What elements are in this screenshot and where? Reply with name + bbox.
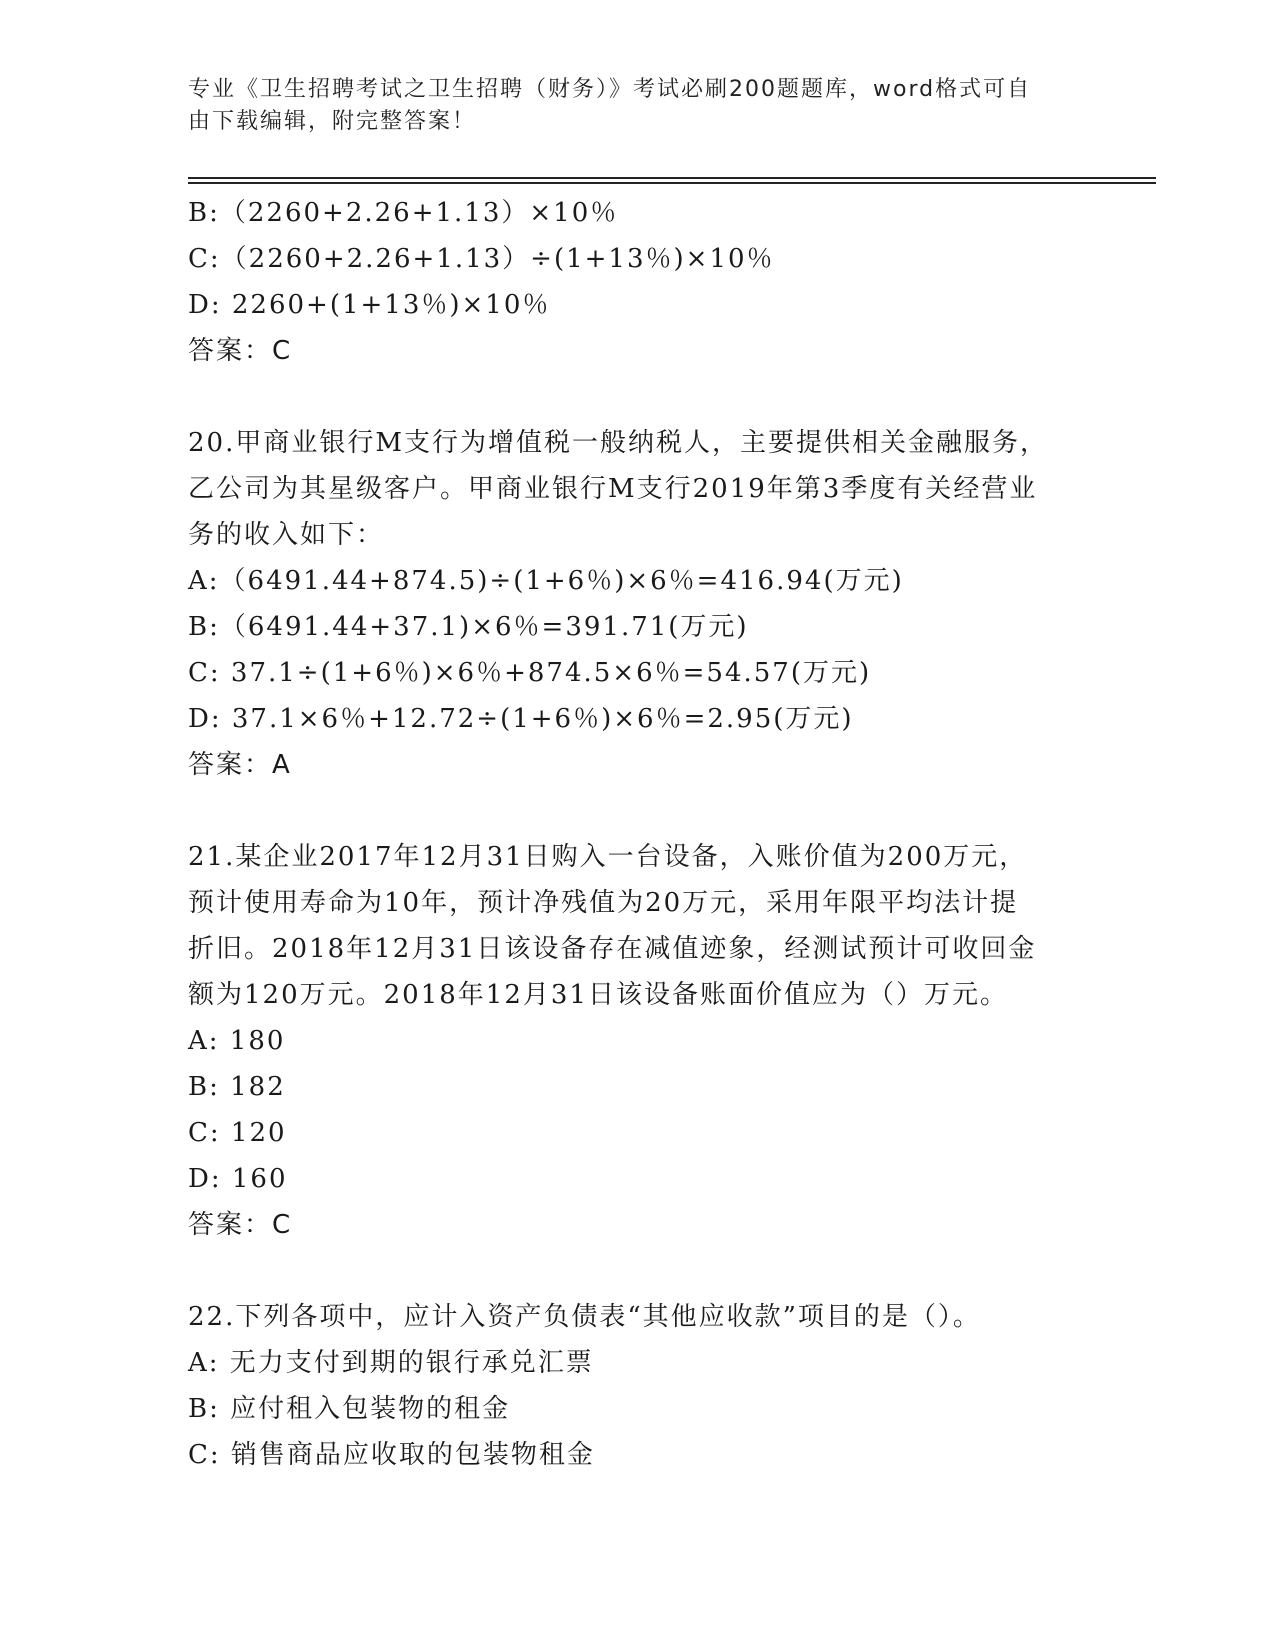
question-22 (188, 1294, 1088, 1478)
option-a: A:（6491.44+874.5)÷(1+6％)×6％=416.94(万元) (188, 566, 904, 596)
answer: 答案：C (188, 336, 293, 366)
question-stem-line: 额为120万元。2018年12月31日该设备账面价值应为（）万元。 (188, 980, 1008, 1010)
header-line-1: 专业《卫生招聘考试之卫生招聘（财务）》考试必刷200题题库，word格式可自 (188, 77, 1032, 102)
option-b: B:（6491.44+37.1)×6％=391.71(万元) (188, 612, 749, 642)
option-c: C: 销售商品应收取的包装物租金 (188, 1440, 595, 1470)
question-19-continued (188, 190, 1088, 374)
option-b: B: 182 (188, 1072, 286, 1102)
question-stem-line: 21.某企业2017年12月31日购入一台设备，入账价值为200万元， (188, 842, 1028, 872)
spacer (188, 374, 1088, 420)
document-body (188, 190, 1088, 1478)
option-c: C: 120 (188, 1118, 287, 1148)
question-stem-line: 22.下列各项中，应计入资产负债表“其他应收款”项目的是（）。 (188, 1302, 981, 1332)
spacer (188, 788, 1088, 834)
question-stem-line: 折旧。2018年12月31日该设备存在减值迹象，经测试预计可收回金 (188, 934, 1037, 964)
question-stem-line: 务的收入如下： (188, 520, 385, 550)
question-20 (188, 420, 1088, 788)
option-b: B:（2260+2.26+1.13）×10％ (188, 198, 619, 228)
option-c: C: 37.1÷(1+6％)×6％+874.5×6％=54.57(万元) (188, 658, 872, 688)
header-rule-bottom (188, 182, 1156, 184)
option-d: D: 160 (188, 1164, 288, 1194)
answer: 答案：C (188, 1210, 293, 1240)
option-b: B: 应付租入包装物的租金 (188, 1394, 511, 1424)
question-stem-line: 20.甲商业银行M支行为增值税一般纳税人，主要提供相关金融服务， (188, 428, 1048, 458)
header-rule-top (188, 177, 1156, 179)
question-stem-line: 乙公司为其星级客户。甲商业银行M支行2019年第3季度有关经营业 (188, 474, 1038, 504)
option-c: C:（2260+2.26+1.13）÷(1+13％)×10％ (188, 244, 775, 274)
header-line-2: 由下载编辑，附完整答案！ (188, 109, 477, 134)
document-header (188, 74, 1068, 138)
option-a: A: 无力支付到期的银行承兑汇票 (188, 1348, 594, 1378)
answer: 答案：A (188, 750, 292, 780)
option-a: A: 180 (188, 1026, 286, 1056)
option-d: D: 2260+(1+13％)×10％ (188, 290, 551, 320)
option-d: D: 37.1×6％+12.72÷(1+6％)×6％=2.95(万元) (188, 704, 854, 734)
question-stem-line: 预计使用寿命为10年，预计净残值为20万元，采用年限平均法计提 (188, 888, 1019, 918)
question-21 (188, 834, 1088, 1248)
spacer (188, 1248, 1088, 1294)
